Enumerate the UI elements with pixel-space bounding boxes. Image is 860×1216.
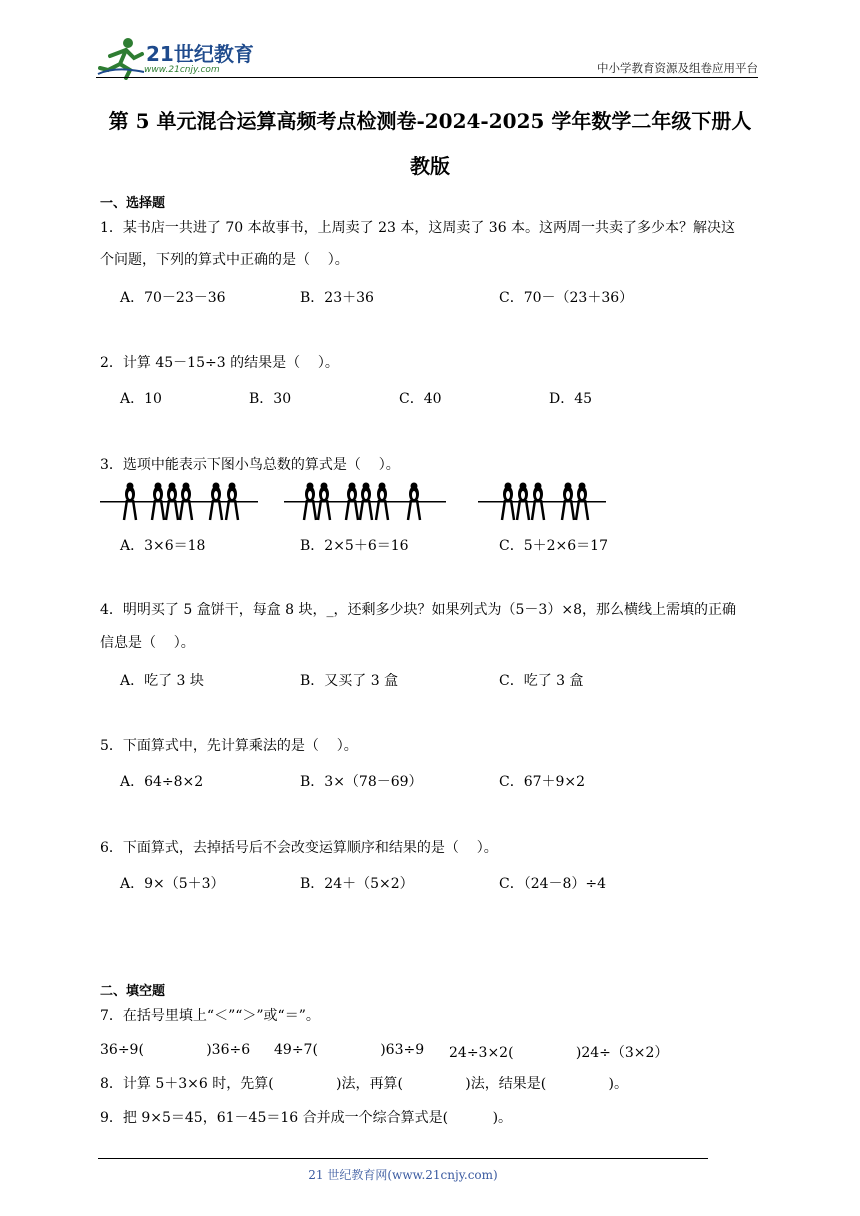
q5-option-b[interactable]: B．3×（78－69） [300, 774, 423, 790]
q2-option-b[interactable]: B．30 [249, 391, 292, 407]
question-2: 2．计算 45－15÷3 的结果是（ ）。 [100, 355, 339, 371]
q3-option-c[interactable]: C．5＋2×6＝17 [499, 538, 608, 554]
header-divider [96, 77, 758, 78]
question-4-line1: 4．明明买了 5 盒饼干，每盒 8 块，_，还剩多少块？如果列式为（5－3）×8，那么横线上需填的正确 [100, 602, 736, 618]
q4-option-c[interactable]: C．吃了 3 盒 [499, 673, 584, 689]
question-9[interactable]: 9．把 9×5＝45，61－45＝16 合并成一个综合算式是( )。 [100, 1110, 513, 1126]
q2-option-d[interactable]: D．45 [549, 391, 593, 407]
q4-option-b[interactable]: B．又买了 3 盒 [300, 673, 399, 689]
q2-option-c[interactable]: C．40 [399, 391, 442, 407]
q5-option-c[interactable]: C．67＋9×2 [499, 774, 586, 790]
question-5: 5．下面算式中，先计算乘法的是（ ）。 [100, 738, 358, 754]
page-title-line1: 第 5 单元混合运算高频考点检测卷-2024-2025 学年数学二年级下册人 [108, 109, 752, 133]
q2-option-a[interactable]: A．10 [120, 391, 162, 407]
question-8[interactable]: 8．计算 5＋3×6 时，先算( )法，再算( )法，结果是( )。 [100, 1076, 628, 1092]
q5-option-a[interactable]: A．64÷8×2 [120, 774, 204, 790]
q3-option-b[interactable]: B．2×5＋6＝16 [300, 538, 409, 554]
q7-item-1[interactable]: 36÷9( )36÷6 [100, 1042, 251, 1058]
q6-option-c[interactable]: C．（24－8）÷4 [499, 876, 607, 892]
question-6: 6．下面算式，去掉括号后不会改变运算顺序和结果的是（ ）。 [100, 840, 498, 856]
q6-option-b[interactable]: B．24＋（5×2） [300, 876, 414, 892]
logo-url: www.21cnjy.com [144, 65, 220, 75]
section-choice-heading: 一、选择题 [100, 196, 166, 211]
birds-on-wires-image [98, 478, 618, 524]
question-1-line2: 个问题，下列的算式中正确的是（ ）。 [100, 252, 349, 268]
question-3: 3．选项中能表示下图小鸟总数的算式是（ ）。 [100, 457, 400, 473]
footer-divider [98, 1158, 708, 1159]
footer-text[interactable]: 21 世纪教育网(www.21cnjy.com) [308, 1168, 498, 1182]
q1-option-a[interactable]: A．70－23－36 [120, 290, 226, 306]
runner-logo-icon [96, 36, 146, 80]
page-title-line2: 教版 [410, 154, 450, 178]
q1-option-c[interactable]: C．70－（23＋36） [499, 290, 634, 306]
q4-option-a[interactable]: A．吃了 3 块 [120, 673, 204, 689]
section-fill-heading: 二、填空题 [100, 984, 166, 999]
q6-option-a[interactable]: A．9×（5＋3） [120, 876, 225, 892]
q7-item-2[interactable]: 49÷7( )63÷9 [274, 1042, 425, 1058]
q3-option-a[interactable]: A．3×6＝18 [120, 538, 206, 554]
q1-option-b[interactable]: B．23＋36 [300, 290, 374, 306]
q7-item-3[interactable]: 24÷3×2( )24÷（3×2） [449, 1045, 669, 1061]
header-platform-text: 中小学教育资源及组卷应用平台 [597, 61, 758, 75]
question-4-line2: 信息是（ ）。 [100, 635, 195, 651]
question-7: 7．在括号里填上“＜”“＞”或“＝”。 [100, 1008, 320, 1024]
question-1-line1: 1．某书店一共进了 70 本故事书，上周卖了 23 本，这周卖了 36 本。这两周一共卖了多少本？解决这 [100, 220, 736, 236]
logo-text: 21世纪教育 [146, 42, 254, 66]
